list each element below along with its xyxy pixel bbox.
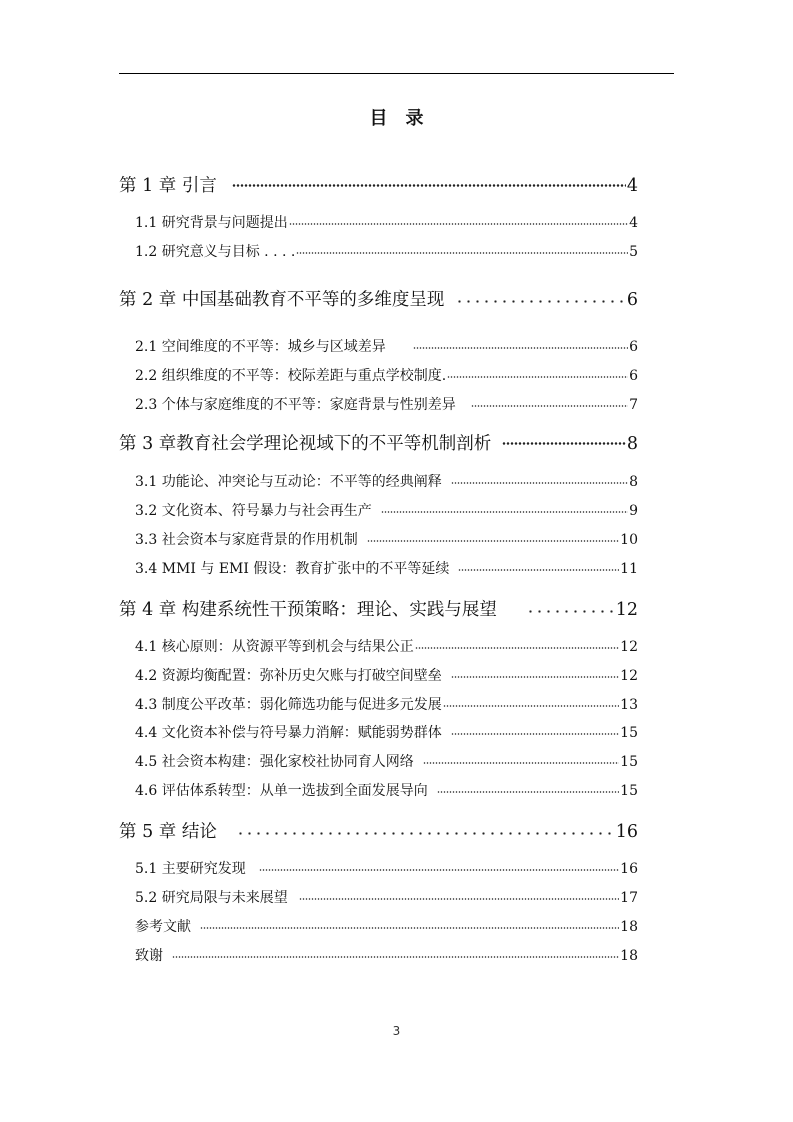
toc-section-label: 2.3 个体与家庭维度的不平等：家庭背景与性别差异 (135, 397, 456, 413)
toc-section-4-3[interactable] (135, 694, 638, 714)
toc-section-label: 2.2 组织维度的不平等：校际差距与重点学校制度. (135, 368, 447, 384)
toc-section-label: 1.2 研究意义与目标 . . . . (135, 244, 296, 260)
toc-chapter-label: 第 2 章 中国基础教育不平等的多维度呈现 (119, 290, 445, 310)
footer-page-number: 3 (392, 1024, 401, 1038)
dot-leader (451, 666, 619, 680)
dot-leader (447, 366, 628, 380)
dot-leader (259, 859, 619, 873)
toc-chapter-4[interactable] (119, 596, 638, 621)
toc-section-2-1[interactable] (135, 336, 638, 356)
toc-page-number: 18 (620, 948, 638, 964)
toc-page-number: 9 (629, 503, 638, 519)
toc-page-number: 4 (626, 176, 638, 196)
toc-section-label: 4.1 核心原则：从资源平等到机会与结果公正 (135, 639, 414, 655)
toc-section-4-1[interactable] (135, 636, 638, 656)
toc-page-number: 13 (620, 697, 638, 713)
toc-page-number: 12 (615, 600, 638, 620)
dot-leader (236, 820, 615, 838)
toc-page-number: 15 (620, 754, 638, 770)
toc-page-number: 6 (626, 290, 638, 310)
dot-leader (172, 946, 619, 960)
dot-leader (437, 781, 619, 795)
toc-page-number: 6 (629, 339, 638, 355)
dot-leader (413, 337, 628, 351)
toc-section-label: 3.2 文化资本、符号暴力与社会再生产 (135, 503, 372, 519)
dot-leader (423, 752, 619, 766)
dot-leader (455, 288, 626, 306)
dot-leader (296, 242, 628, 256)
toc-chapter-2[interactable] (119, 286, 638, 311)
toc-chapter-3[interactable] (119, 430, 638, 455)
dot-leader (299, 888, 619, 902)
toc-section-label: 4.4 文化资本补偿与符号暴力消解：赋能弱势群体 (135, 725, 442, 741)
toc-section-label: 4.6 评估体系转型：从单一选拔到全面发展导向 (135, 783, 428, 799)
toc-acknowledgements[interactable] (135, 945, 638, 965)
toc-section-4-6[interactable] (135, 780, 638, 800)
toc-section-label: 参考文献 (135, 919, 191, 935)
toc-section-4-2[interactable] (135, 665, 638, 685)
toc-chapter-label: 第 4 章 构建系统性干预策略：理论、实践与展望 (119, 600, 497, 620)
toc-section-3-1[interactable] (135, 471, 638, 491)
dot-leader (451, 472, 628, 486)
toc-page-number: 12 (620, 639, 638, 655)
toc-page-number: 16 (620, 861, 638, 877)
toc-page-number: 16 (615, 822, 638, 842)
toc-section-label: 4.5 社会资本构建：强化家校社协同育人网络 (135, 754, 414, 770)
toc-section-label: 5.2 研究局限与未来展望 (135, 890, 288, 906)
toc-page-number: 12 (620, 668, 638, 684)
toc-page-number: 6 (629, 368, 638, 384)
toc-page-number: 11 (620, 561, 638, 577)
toc-chapter-label: 第 3 章教育社会学理论视域下的不平等机制剖析 (119, 434, 492, 454)
toc-section-label: 3.3 社会资本与家庭背景的作用机制 (135, 532, 358, 548)
dot-leader (200, 917, 619, 931)
toc-section-3-2[interactable] (135, 500, 638, 520)
toc-page-number: 15 (620, 783, 638, 799)
toc-section-label: 2.1 空间维度的不平等：城乡与区域差异 (135, 339, 386, 355)
toc-section-3-3[interactable] (135, 529, 638, 549)
toc-section-1-1[interactable] (135, 212, 638, 232)
dot-leader (381, 501, 628, 515)
toc-title: 目录 (369, 108, 442, 129)
header-rule (119, 73, 674, 74)
dot-leader (415, 637, 619, 651)
toc-section-label: 5.1 主要研究发现 (135, 861, 246, 877)
toc-page-number: 15 (620, 725, 638, 741)
toc-section-label: 3.1 功能论、冲突论与互动论：不平等的经典阐释 (135, 474, 442, 490)
dot-leader (451, 723, 619, 737)
toc-page-number: 17 (620, 890, 638, 906)
toc-page-number: 8 (626, 434, 638, 454)
toc-section-4-4[interactable] (135, 722, 638, 742)
dot-leader (458, 559, 619, 573)
toc-section-5-1[interactable] (135, 858, 638, 878)
toc-page-number: 4 (629, 215, 638, 231)
toc-page-number: 5 (629, 244, 638, 260)
toc-section-2-3[interactable] (135, 394, 638, 414)
dot-leader (289, 213, 628, 227)
toc-section-1-2[interactable] (135, 241, 638, 261)
toc-chapter-label: 第 5 章 结论 (119, 822, 217, 842)
dot-leader (526, 598, 615, 616)
toc-section-3-4[interactable] (135, 558, 638, 578)
toc-page-number: 8 (629, 474, 638, 490)
dot-leader (367, 530, 619, 544)
toc-section-2-2[interactable] (135, 365, 638, 385)
toc-section-label: 4.2 资源均衡配置：弥补历史欠账与打破空间壁垒 (135, 668, 442, 684)
toc-section-label: 致谢 (135, 948, 163, 964)
toc-chapter-1[interactable] (119, 172, 638, 197)
toc-section-label: 3.4 MMI 与 EMI 假设：教育扩张中的不平等延续 (135, 561, 450, 577)
dot-leader (502, 432, 626, 450)
dot-leader (443, 695, 619, 709)
toc-section-4-5[interactable] (135, 751, 638, 771)
toc-page-number: 18 (620, 919, 638, 935)
toc-section-5-2[interactable] (135, 887, 638, 907)
toc-chapter-label: 第 1 章 引言 (119, 176, 217, 196)
dot-leader (471, 395, 628, 409)
toc-chapter-5[interactable] (119, 818, 638, 843)
dot-leader (232, 174, 626, 192)
toc-section-label: 1.1 研究背景与问题提出 (135, 215, 288, 231)
toc-references[interactable] (135, 916, 638, 936)
toc-page-number: 7 (629, 397, 638, 413)
toc-page-number: 10 (620, 532, 638, 548)
toc-section-label: 4.3 制度公平改革：弱化筛选功能与促进多元发展 (135, 697, 442, 713)
